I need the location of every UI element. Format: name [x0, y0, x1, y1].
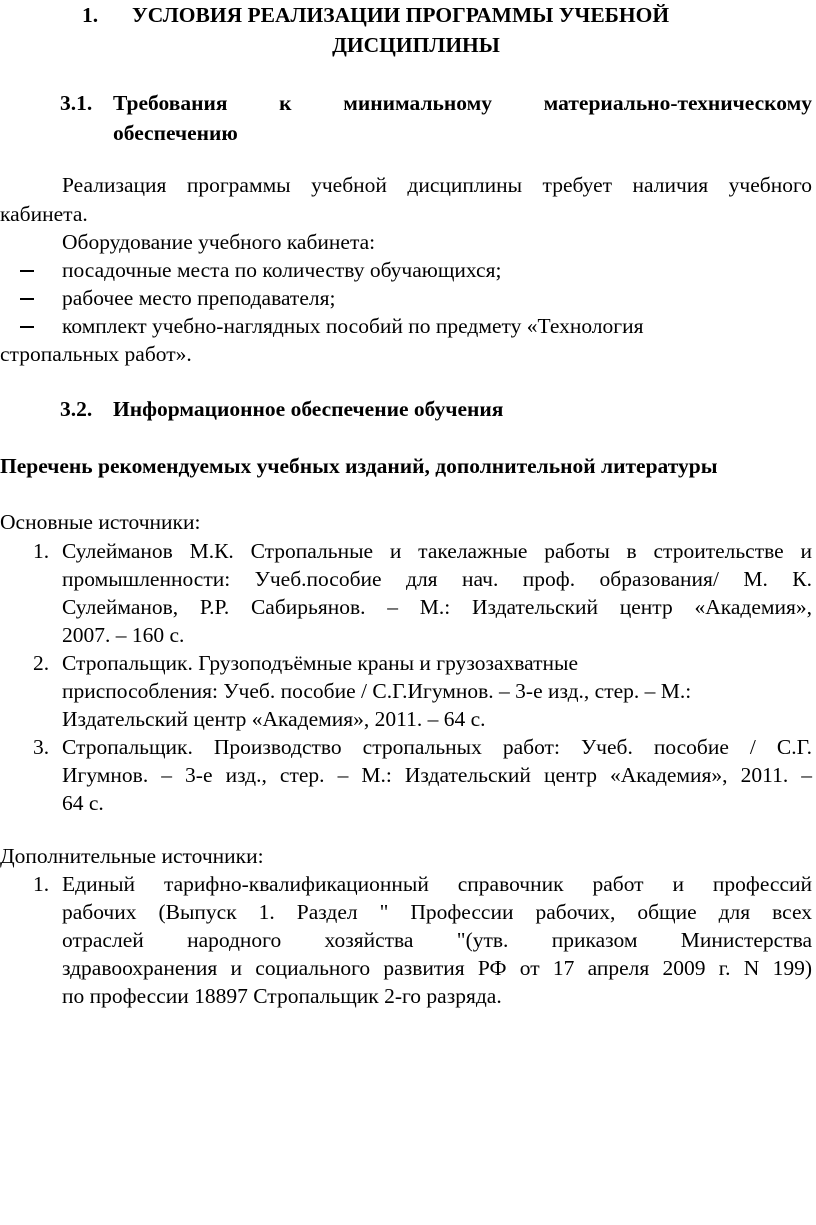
- main-source-2-number: 2.: [33, 651, 50, 675]
- main-source-1-line-3: Сулейманов, Р.Р. Сабирьянов. – М.: Издательский центр «Академия»,: [62, 595, 812, 619]
- main-source-2-line-2: приспособления: Учеб. пособие / С.Г.Игумнов. – 3-е изд., стер. – М.:: [62, 679, 692, 703]
- equipment-item-3-continuation: стропальных работ».: [0, 342, 192, 366]
- section-number: 1.: [82, 3, 99, 27]
- additional-source-1-line-2: рабочих (Выпуск 1. Раздел " Профессии рабочих, общие для всех: [62, 900, 812, 924]
- intro-line-2: кабинета.: [0, 202, 88, 226]
- subsection-3-1-title-line-1: Требования к минимальному материально-техническому: [113, 91, 812, 115]
- main-source-2-line-1: Стропальщик. Грузоподъёмные краны и грузозахватные: [62, 651, 578, 675]
- main-source-1-line-1: Сулейманов М.К. Стропальные и такелажные работы в строительстве и: [62, 539, 812, 563]
- section-title-line-1: УСЛОВИЯ РЕАЛИЗАЦИИ ПРОГРАММЫ УЧЕБНОЙ: [132, 3, 670, 27]
- equipment-item-3: комплект учебно-наглядных пособий по предмету «Технология: [62, 314, 644, 338]
- additional-source-1-line-4: здравоохранения и социального развития РФ от 17 апреля 2009 г. N 199): [62, 956, 812, 980]
- dash-bullet-icon: [20, 326, 34, 328]
- main-source-1-line-4: 2007. – 160 с.: [62, 623, 185, 647]
- equipment-item-2: рабочее место преподавателя;: [62, 286, 336, 310]
- main-source-3-line-2: Игумнов. – 3-е изд., стер. – М.: Издательский центр «Академия», 2011. –: [62, 763, 812, 787]
- additional-source-1-line-3: отраслей народного хозяйства "(утв. приказом Министерства: [62, 928, 812, 952]
- main-source-1-number: 1.: [33, 539, 50, 563]
- subsection-3-1-number: 3.1.: [60, 91, 93, 115]
- dash-bullet-icon: [20, 298, 34, 300]
- dash-bullet-icon: [20, 270, 34, 272]
- main-source-1-line-2: промышленности: Учеб.пособие для нач. проф. образования/ М. К.: [62, 567, 812, 591]
- equipment-label: Оборудование учебного кабинета:: [62, 230, 376, 254]
- subsection-3-2-title: Информационное обеспечение обучения: [113, 397, 504, 421]
- main-source-3-line-3: 64 с.: [62, 791, 104, 815]
- intro-line-1: Реализация программы учебной дисциплины требует наличия учебного: [62, 173, 812, 197]
- subsection-3-1-title-line-2: обеспечению: [113, 121, 238, 145]
- additional-source-1-line-1: Единый тарифно-квалификационный справочник работ и профессий: [62, 872, 812, 896]
- main-source-2-line-3: Издательский центр «Академия», 2011. – 64 с.: [62, 707, 486, 731]
- main-source-3-number: 3.: [33, 735, 50, 759]
- literature-heading: Перечень рекомендуемых учебных изданий, дополнительной литературы: [0, 454, 718, 478]
- main-source-3-line-1: Стропальщик. Производство стропальных работ: Учеб. пособие / С.Г.: [62, 735, 812, 759]
- main-sources-label: Основные источники:: [0, 510, 201, 534]
- subsection-3-2-number: 3.2.: [60, 397, 93, 421]
- additional-source-1-number: 1.: [33, 872, 50, 896]
- additional-sources-label: Дополнительные источники:: [0, 844, 264, 868]
- section-title-line-2: ДИСЦИПЛИНЫ: [332, 33, 500, 57]
- additional-source-1-line-5: по профессии 18897 Стропальщик 2-го разряда.: [62, 984, 502, 1008]
- equipment-item-1: посадочные места по количеству обучающихся;: [62, 258, 502, 282]
